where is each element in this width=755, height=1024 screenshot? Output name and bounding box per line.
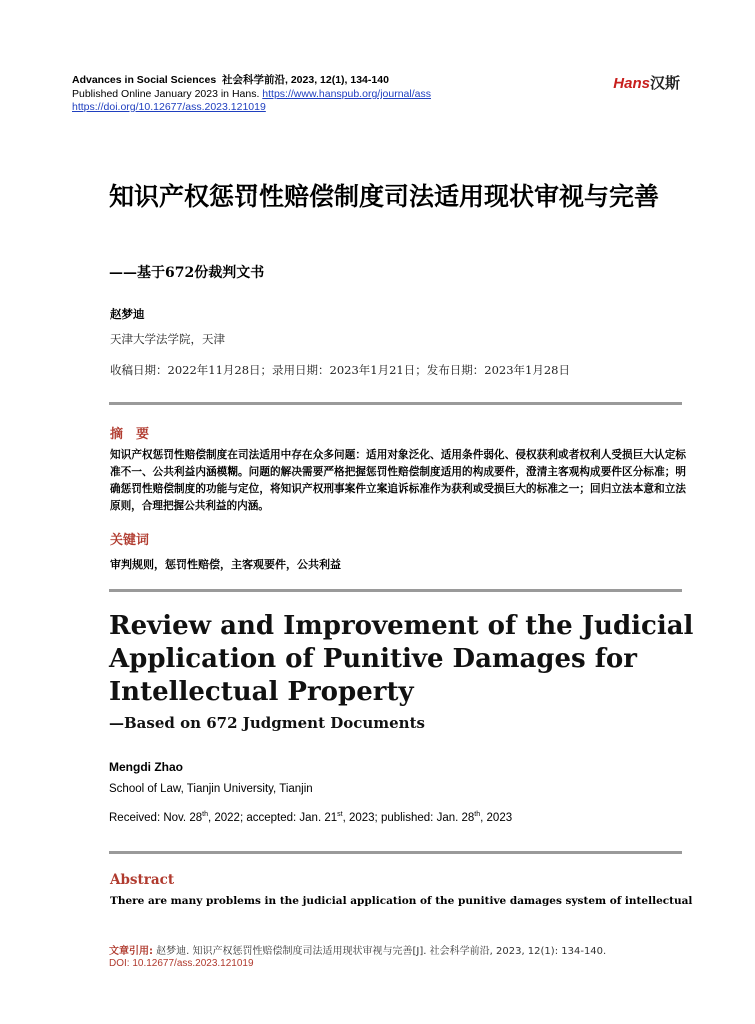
divider xyxy=(109,851,682,854)
divider xyxy=(109,589,682,592)
en-title: Review and Improvement of the Judicial Application of Punitive Damages for Intellectual Property xyxy=(109,611,694,707)
cn-keywords-heading: 关键词 xyxy=(110,533,150,548)
logo-latin: Hans xyxy=(613,75,650,92)
en-dates: Received: Nov. 28th, 2022; accepted: Jan. 21st, 2023; published: Jan. 28th, 2023 xyxy=(109,811,513,824)
journal-url-link[interactable]: https://www.hanspub.org/journal/ass xyxy=(262,88,431,100)
en-author: Mengdi Zhao xyxy=(109,760,183,774)
journal-name-cn: 社会科学前沿, 2023, 12(1), 134-140 xyxy=(222,74,389,86)
logo-cn: 汉斯 xyxy=(649,75,680,92)
doi-url-link[interactable]: https://doi.org/10.12677/ass.2023.121019 xyxy=(72,101,266,113)
footer-doi: DOI: 10.12677/ass.2023.121019 xyxy=(109,958,254,969)
en-abstract: There are many problems in the judicial application of the punitive damages system of intellectual xyxy=(110,895,693,907)
en-abstract-heading: Abstract xyxy=(110,872,175,888)
cn-abstract-heading: 摘 要 xyxy=(110,427,150,442)
citation-text: 赵梦迪. 知识产权惩罚性赔偿制度司法适用现状审视与完善[J]. 社会科学前沿, 2023, 12(1): 134-140. xyxy=(153,946,607,957)
citation xyxy=(109,942,606,957)
published-text: Published Online January 2023 in Hans. xyxy=(72,88,260,100)
doi-line xyxy=(72,101,266,114)
cn-subtitle: ——基于672份裁判文书 xyxy=(109,265,265,281)
cn-title: 知识产权惩罚性赔偿制度司法适用现状审视与完善 xyxy=(109,182,660,211)
cn-affiliation: 天津大学法学院，天津 xyxy=(110,332,225,346)
divider xyxy=(109,402,682,405)
cn-author: 赵梦迪 xyxy=(110,307,145,321)
hans-logo xyxy=(613,72,680,93)
published-line xyxy=(72,88,431,101)
en-subtitle: —Based on 672 Judgment Documents xyxy=(109,714,425,732)
journal-line xyxy=(72,74,389,87)
cn-dates: 收稿日期：2022年11月28日；录用日期：2023年1月21日；发布日期：2023年1月28日 xyxy=(110,363,570,377)
cn-keywords: 审判规则，惩罚性赔偿，主客观要件，公共利益 xyxy=(110,558,341,571)
journal-name: Advances in Social Sciences xyxy=(72,74,217,86)
en-affiliation: School of Law, Tianjin University, Tianjin xyxy=(109,783,313,795)
citation-label: 文章引用: xyxy=(109,946,153,957)
cn-abstract: 知识产权惩罚性赔偿制度在司法适用中存在众多问题：适用对象泛化、适用条件弱化、侵权获利或者权利人受损巨大认定标准不一、公共利益内涵模糊。问题的解决需要严格把握惩罚性赔偿制度适用的构成要件，澄清主客观构成要件区分标准；明确惩罚性赔偿制度的功能与定位，将知识产权刑事案件立案追诉标准作为获利或受损巨大的标准之一；回归立法本意和立法原则，合理把握公共利益的内涵。 xyxy=(110,449,686,512)
